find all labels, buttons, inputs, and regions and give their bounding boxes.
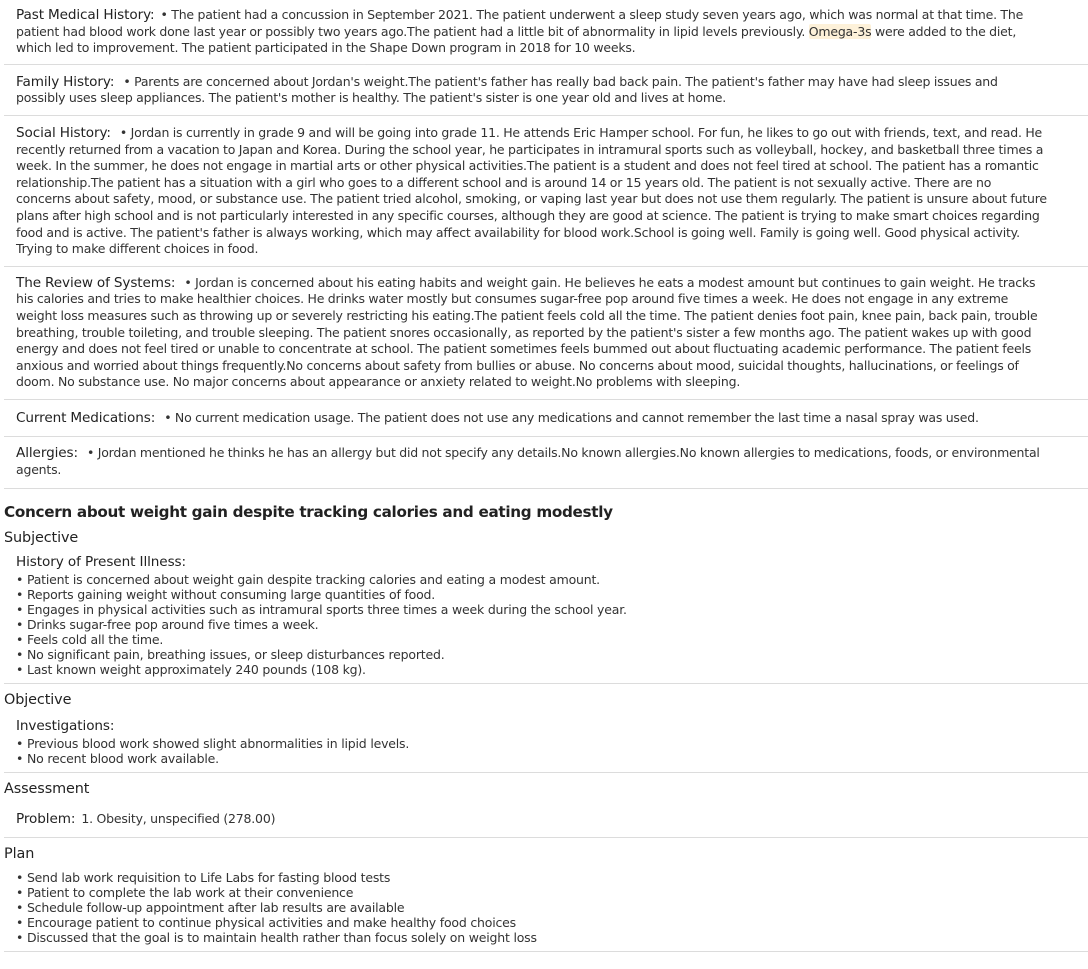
allergies-paragraph (16, 445, 1048, 478)
list-item: • Schedule follow-up appointment after lab results are available (16, 900, 405, 916)
list-item: • Patient is concerned about weight gain despite tracking calories and eating a modest amount. (16, 571, 600, 587)
plan-section (4, 862, 1088, 952)
allergies-section (4, 437, 1088, 488)
past-medical-history-label: Past Medical History: (16, 7, 155, 23)
current-medications-paragraph (16, 410, 1048, 427)
list-item: • Previous blood work showed slight abnormalities in lipid levels. (16, 735, 410, 751)
allergies-text: • Jordan mentioned he thinks he has an allergy but did not specify any details.No known allergies.No known allergies to medications, foods, or environmental agents. (16, 445, 1040, 478)
concern-heading: Concern about weight gain despite tracking calories and eating modestly (4, 502, 613, 521)
social-history-label: Social History: (16, 124, 111, 141)
subjective-section (4, 546, 1088, 684)
allergies-label: Allergies: (16, 445, 78, 462)
list-item: • Reports gaining weight without consuming large quantities of food. (16, 586, 436, 602)
current-medications-section (4, 400, 1088, 438)
list-item: • Send lab work requisition to Life Labs for fasting blood tests (16, 870, 391, 886)
list-item: • No recent blood work available. (16, 750, 219, 766)
investigations-title: Investigations: (16, 717, 115, 734)
problem-row (16, 808, 1048, 828)
list-item: • Encourage patient to continue physical activities and make healthy food choices (16, 915, 516, 931)
current-medications-label: Current Medications: (16, 409, 156, 426)
list-item: • Engages in physical activities such as intramural sports three times a week during the school year. (16, 601, 627, 617)
objective-heading: Objective (4, 691, 72, 708)
social-history-paragraph (16, 125, 1048, 258)
list-item: • Patient to complete the lab work at their convenience (16, 885, 354, 901)
plan-list (16, 870, 1048, 945)
social-history-text: • Jordan is currently in grade 9 and will be going into grade 11. He attends Eric Hamper school. For fun, he likes to go out with friends, text, and read. He recently returned from a vacation to Japan and Korea. During the school year, he participates in intramural sports such as volleyball, hockey, and basketball three times a week. In the summer, he does not engage in martial arts or other physical activities.The patient is a student and does not feel tired at school. The patient has a romantic relationship.The patient has a situation with a girl who goes to a different school and is around 14 or 15 years old. The patient is not sexually active. There are no concerns about safety, mood, or substance use. The patient tried alcohol, smoking, or vaping last year but does not use them regularly. The patient is unsure about future plans after high school and is not particularly interested in any specific courses, although they are good at science. The patient is trying to make smart choices regarding food and is active. The patient's father is always working, which may affect availability for blood work.School is going well. Family is going well. Good physical activity. Trying to make different choices in food. (16, 124, 1047, 257)
review-of-systems-section (4, 267, 1088, 400)
list-item: • Drinks sugar-free pop around five times a week. (16, 616, 319, 632)
list-item: • Discussed that the goal is to maintain health rather than focus solely on weight loss (16, 930, 537, 946)
family-history-label: Family History: (16, 73, 115, 90)
investigations-list (16, 736, 1048, 766)
plan-heading: Plan (4, 846, 35, 863)
assessment-heading: Assessment (4, 780, 90, 797)
problem-label: Problem: (16, 810, 76, 827)
past-medical-history-text: • The patient had a concussion in September 2021. The patient underwent a sleep study seven years ago, which was normal at that time. The patient had blood work done last year or possibly two years ago.The patient had a little bit of abnormality in lipid levels previously. (16, 7, 1024, 39)
family-history-text: • Parents are concerned about Jordan's weight.The patient's father has really bad back pain. The patient's father may have had sleep issues and possibly uses sleep appliances. The patient's mother is healthy. The patient's sister is one year old and lives at home. (16, 73, 998, 106)
past-medical-history-paragraph (16, 7, 1048, 57)
review-of-systems-paragraph (16, 275, 1048, 391)
problem-value: 1. Obesity, unspecified (278.00) (81, 810, 276, 826)
list-item: • Feels cold all the time. (16, 631, 164, 647)
review-of-systems-label: The Review of Systems: (16, 274, 176, 291)
hpi-list (16, 572, 1048, 677)
family-history-section (4, 65, 1088, 116)
past-medical-history-section (4, 0, 1088, 65)
current-medications-text: • No current medication usage. The patient does not use any medications and cannot remember the last time a nasal spray was used. (164, 409, 979, 425)
social-history-section (4, 116, 1088, 267)
subjective-heading: Subjective (4, 529, 79, 546)
family-history-paragraph (16, 74, 1048, 107)
list-item: • Last known weight approximately 240 pounds (108 kg). (16, 661, 366, 677)
objective-section (4, 708, 1088, 773)
past-medical-history-text-end: were added to the diet, which led to improvement. The patient participated in the Shape Down program in 2018 for 10 weeks. (16, 23, 1017, 56)
review-of-systems-text: • Jordan is concerned about his eating habits and weight gain. He believes he eats a modest amount but continues to gain weight. He tracks his calories and tries to make healthier choices. He drinks water mostly but consumes sugar-free pop around five times a week. He does not engage in any extreme weight loss measures such as throwing up or severely restricting his eating.The patient feels cold all the time. The patient denies foot pain, knee pain, back pain, trouble breathing, trouble toileting, and trouble sleeping. The patient snores occasionally, as reported by the patient's sister a few months ago. The patient wakes up with good energy and does not feel tired or unable to concentrate at school. The patient sometimes feels bummed out about fluctuating academic performance. The patient feels anxious and worried about things frequently.No concerns about safety from bullies or abuse. No concerns about mood, suicidal thoughts, hallucinations, or feelings of doom. No substance use. No major concerns about appearance or anxiety related to weight.No problems with sleeping. (16, 274, 1038, 390)
list-item: • No significant pain, breathing issues, or sleep disturbances reported. (16, 646, 445, 662)
assessment-section (4, 797, 1088, 839)
medication-highlight[interactable]: Omega-3s (808, 23, 872, 39)
hpi-title: History of Present Illness: (16, 553, 187, 570)
